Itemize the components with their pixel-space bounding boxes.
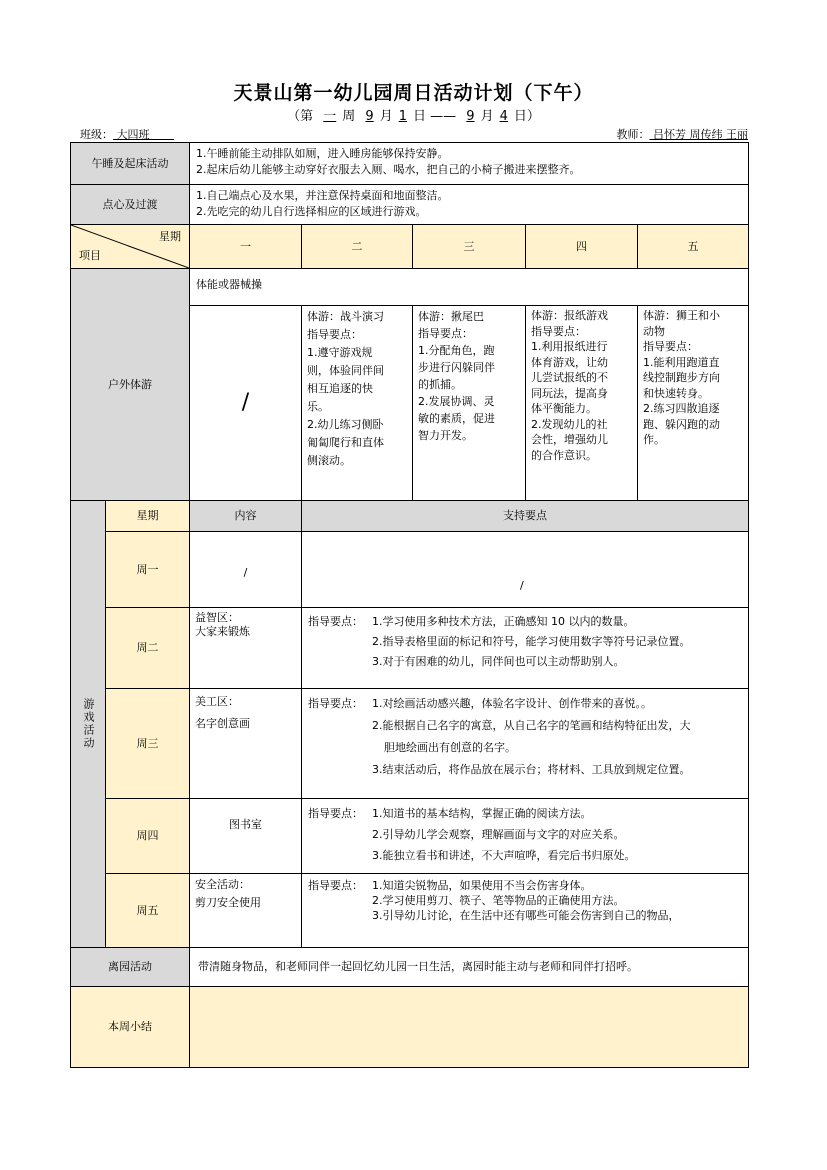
games-col-day-text: 星期 — [136, 509, 159, 522]
outdoor-line: 体游：报纸游戏 — [531, 309, 608, 322]
day-header-text: 四 — [576, 239, 587, 253]
outdoor-line: 指导要点： — [531, 324, 586, 338]
games-points-thu — [301, 798, 749, 874]
outdoor-line: 侧滚动。 — [307, 454, 351, 467]
snack-label-text: 点心及过渡 — [102, 197, 158, 211]
outdoor-line: 同玩法，提高身 — [531, 386, 608, 400]
guide-point: 3.结束活动后，将作品放在展示台；将材料、工具放到规定位置。 — [372, 763, 691, 776]
subtitle-close: 日） — [513, 109, 540, 124]
day-header-text: 三 — [463, 239, 475, 253]
corner-top-label: 星期 — [159, 230, 181, 243]
teacher-value — [650, 128, 749, 141]
outdoor-line: 指导要点： — [307, 328, 362, 341]
day-header-tue — [301, 224, 413, 269]
teacher-info — [617, 126, 749, 142]
games-points-wed — [301, 688, 749, 799]
games-day-text: 周五 — [136, 903, 159, 917]
teacher-label: 教师： — [616, 128, 650, 141]
snack-item: 2.先吃完的幼儿自行选择相应的区域进行游戏。 — [196, 205, 427, 218]
games-points-tue — [301, 607, 749, 689]
outdoor-line: 体平衡能力。 — [531, 402, 597, 415]
games-content-line: 名字创意画 — [195, 717, 250, 730]
games-day-fri — [105, 873, 190, 948]
outdoor-friday — [637, 305, 749, 501]
guide-point: 胆地绘画出有创意的名字。 — [384, 741, 516, 754]
games-points-mon — [301, 531, 749, 608]
nap-label — [70, 142, 190, 185]
day-header-fri — [637, 224, 749, 269]
day-header-thu — [525, 224, 638, 269]
end-day: 4 — [499, 109, 508, 124]
games-content-mon — [189, 531, 302, 608]
games-content-tue — [189, 607, 302, 689]
outdoor-wednesday — [412, 305, 526, 501]
outdoor-banner-text: 体能或器械操 — [196, 278, 262, 291]
day-header-mon — [189, 224, 302, 269]
guide-label: 指导要点： — [308, 879, 363, 892]
games-day-text: 周二 — [136, 641, 159, 654]
outdoor-line: 相互追逐的快 — [307, 382, 373, 395]
outdoor-line: 体游：揪尾巴 — [418, 310, 484, 323]
leave-label-text: 离园活动 — [108, 960, 152, 973]
start-day: 1 — [398, 109, 407, 124]
guide-point: 1.知道书的基本结构，掌握正确的阅读方法。 — [372, 807, 592, 820]
outdoor-thursday — [525, 305, 638, 501]
empty-slash: / — [520, 579, 524, 592]
outdoor-line: 线控制跑步方向 — [643, 371, 720, 384]
games-content-line: 美工区： — [195, 695, 239, 708]
outdoor-line: 乐。 — [307, 400, 329, 413]
games-day-thu — [105, 798, 190, 874]
games-day-text: 周一 — [136, 562, 159, 576]
outdoor-line: 敏的素质，促进 — [418, 412, 495, 425]
nap-item: 2.起床后幼儿能够主动穿好衣服去入厕、喝水，把自己的小椅子搬进来摆整齐。 — [196, 163, 581, 176]
outdoor-tuesday — [301, 305, 413, 501]
outdoor-line: 步进行闪躲同伴 — [418, 361, 495, 374]
guide-point: 2.学习使用剪刀、筷子、笔等物品的正确使用方法。 — [372, 894, 625, 907]
week-label: 周 — [342, 109, 356, 124]
day-label: 日 — [413, 109, 427, 124]
leave-label — [70, 947, 190, 987]
games-col-points-text: 支持要点 — [503, 509, 547, 522]
date-range — [0, 105, 827, 124]
outdoor-line: 跑、躲闪跑的动 — [643, 417, 720, 431]
guide-label: 指导要点： — [308, 697, 363, 710]
summary-label — [70, 986, 190, 1068]
games-day-tue — [105, 607, 190, 689]
games-label-text: 游戏活动 — [82, 698, 95, 750]
games-day-mon — [105, 531, 190, 608]
class-label: 班级： — [80, 128, 113, 141]
guide-point: 1.知道尖锐物品，如果使用不当会伤害身体。 — [372, 879, 592, 892]
games-content-fri — [189, 873, 302, 948]
outdoor-line: 体游：战斗演习 — [307, 310, 384, 323]
outdoor-line: 指导要点： — [643, 340, 698, 353]
nap-label-text: 午睡及起床活动 — [91, 156, 169, 170]
guide-point: 1.对绘画活动感兴趣，体验名字设计、创作带来的喜悦。。 — [372, 697, 652, 710]
outdoor-line: 动物 — [643, 324, 665, 338]
page-title: 天景山第一幼儿园周日活动计划（下午） — [233, 82, 594, 104]
outdoor-monday — [189, 305, 302, 501]
date-dash: —— — [430, 109, 457, 124]
class-info — [80, 126, 174, 142]
outdoor-line: 匍匐爬行和直体 — [307, 436, 384, 449]
games-label — [70, 500, 106, 948]
outdoor-line: 会性，增强幼儿 — [531, 433, 608, 446]
guide-point: 2.能根据自己名字的寓意，从自己名字的笔画和结构特征出发，大 — [372, 719, 691, 732]
snack-content — [189, 184, 749, 225]
empty-slash: / — [243, 565, 248, 579]
end-month: 9 — [466, 109, 475, 124]
teacher-names: 吕怀芳 周传纬 王丽 — [653, 128, 748, 141]
guide-point: 3.对于有困难的幼儿，同伴间也可以主动帮助别人。 — [372, 655, 625, 668]
outdoor-label — [70, 268, 190, 501]
guide-point: 3.引导幼儿讨论，在生活中还有哪些可能会伤害到自己的物品， — [372, 909, 680, 922]
games-content-line: 剪刀安全使用 — [195, 896, 261, 909]
outdoor-line: 的合作意识。 — [531, 448, 597, 462]
guide-point: 2.引导幼儿学会观察，理解画面与文字的对应关系。 — [372, 828, 625, 841]
corner-bottom-label: 项目 — [79, 249, 101, 262]
month-label: 月 — [379, 109, 393, 124]
outdoor-line: 体育游戏，让幼 — [531, 355, 608, 369]
outdoor-line: 1.能利用跑道直 — [643, 355, 720, 369]
day-header-text: 五 — [687, 239, 699, 253]
outdoor-line: 1.分配角色，跑 — [418, 344, 495, 357]
day-header-wed — [412, 224, 526, 269]
outdoor-line: 体游：狮王和小 — [643, 309, 720, 322]
outdoor-label-text: 户外体游 — [108, 377, 152, 391]
games-day-wed — [105, 688, 190, 799]
games-day-text: 周三 — [136, 736, 159, 750]
guide-point: 2.指导表格里面的标记和符号，能学习使用数字等符号记录位置。 — [372, 635, 691, 648]
leave-content — [189, 947, 749, 987]
leave-text: 带清随身物品，和老师同伴一起回忆幼儿园一日生活，离园时能主动与老师和同伴打招呼。 — [198, 960, 638, 973]
games-day-text: 周四 — [136, 829, 159, 842]
outdoor-line: 1.遵守游戏规 — [307, 346, 373, 359]
outdoor-line: 作。 — [643, 433, 665, 446]
summary-content[interactable] — [189, 986, 749, 1068]
outdoor-line: 2.幼儿练习侧卧 — [307, 418, 384, 431]
outdoor-line: 则，体验同伴间 — [307, 364, 384, 377]
games-col-content-text: 内容 — [234, 509, 257, 522]
day-header-text: 一 — [240, 239, 251, 253]
outdoor-line: 2.发现幼儿的社 — [531, 417, 608, 431]
day-header-text: 二 — [351, 239, 363, 253]
outdoor-line: 2.发展协调、灵 — [418, 395, 495, 408]
outdoor-line: 指导要点： — [418, 327, 473, 340]
guide-label: 指导要点： — [308, 807, 363, 820]
games-points-fri — [301, 873, 749, 948]
games-content-line: 图书室 — [229, 818, 262, 831]
corner-header — [70, 224, 190, 269]
guide-label: 指导要点： — [308, 615, 363, 628]
outdoor-line: 2.练习四散追逐 — [643, 402, 720, 415]
summary-label-text: 本周小结 — [108, 1020, 152, 1033]
subtitle-open: （第 — [287, 109, 314, 124]
end-month-label: 月 — [480, 109, 494, 124]
class-value — [113, 128, 174, 141]
snack-item: 1.自己端点心及水果，并注意保持桌面和地面整洁。 — [196, 189, 449, 202]
games-content-wed — [189, 688, 302, 799]
snack-label — [70, 184, 190, 225]
outdoor-line: 智力开发。 — [418, 429, 473, 442]
nap-content — [189, 142, 749, 185]
games-content-line: 大家来锻炼 — [195, 625, 250, 638]
nap-item: 1.午睡前能主动排队如厕，进入睡房能够保持安静。 — [196, 147, 449, 160]
outdoor-banner — [189, 268, 749, 306]
empty-slash: / — [241, 390, 250, 415]
outdoor-line: 儿尝试报纸的不 — [531, 371, 608, 384]
outdoor-line: 和快速转身。 — [643, 386, 709, 400]
outdoor-line: 的抓捕。 — [418, 378, 462, 391]
outdoor-line: 1.利用报纸进行 — [531, 340, 608, 353]
games-col-day — [105, 500, 190, 532]
games-content-line: 益智区： — [195, 611, 239, 624]
games-content-line: 安全活动： — [195, 878, 250, 891]
games-col-content — [189, 500, 302, 532]
guide-point: 3.能独立看书和讲述，不大声喧哗，看完后书归原处。 — [372, 849, 636, 862]
start-month: 9 — [365, 109, 374, 124]
games-col-points — [301, 500, 749, 532]
class-name: 大四班 — [116, 128, 150, 141]
guide-point: 1.学习使用多种技术方法，正确感知 10 以内的数量。 — [372, 615, 635, 628]
games-content-thu — [189, 798, 302, 874]
week-number: 一 — [323, 109, 337, 124]
